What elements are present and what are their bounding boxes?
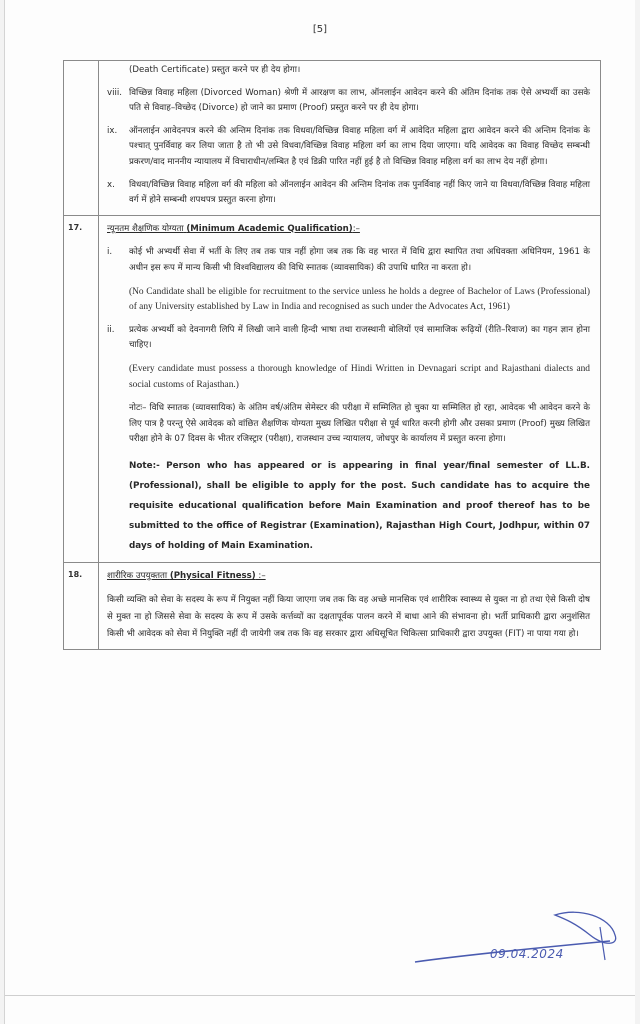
heading-hindi: न्यूनतम शैक्षणिक योग्यता: [107, 223, 184, 234]
item-label: i.: [107, 247, 113, 258]
list-item-ix: [107, 124, 590, 171]
item-text-english: (No Candidate shall be eligible for recruitment to the service unless he holds a degree of Bachelor of Laws (Professional) of any University established by Law in India and recognised as such under the Advocates Act, 1961): [129, 286, 590, 313]
item-text-hindi: प्रत्येक अभ्यर्थी को देवनागरी लिपि में लिखी जाने वाली हिन्दी भाषा तथा राजस्थानी बोलियों एवं सामाजिक रूढ़ियों (रीति–रिवाज) का गहन ज्ञान होना चाहिए।: [129, 324, 590, 351]
page-number: [5]: [312, 24, 328, 35]
row-number-empty: [64, 61, 99, 216]
list-item-viii: [107, 86, 590, 117]
section-text: किसी व्यक्ति को सेवा के सदस्य के रूप में नियुक्त नहीं किया जाएगा जब तक कि वह अच्छे मानसिक एवं शारीरिक स्वास्थ्य से युक्त ना हो तथा ऐसे किसी दोष से मुक्त ना हो जिससे सेवा के सदस्य के रूप में उसके कर्त्तव्यों का दक्षतापूर्वक पालन करने में बाधा आने की संभावना हो। भर्ती प्राधिकारी द्वारा अनुशंसित किसी भी आवेदक को सेवा में नियुक्ति नहीं दी जायेगी जब तक कि वह सरकार द्वारा अधिसूचित चिकित्सा प्राधिकारी द्वारा उपयुक्त (FIT) ना पाया गया हो।: [107, 595, 590, 640]
table-row-previous-section: [64, 61, 601, 216]
heading-english: (Physical Fitness): [169, 570, 256, 581]
section-number: 17.: [64, 215, 99, 562]
item-text-english: (Every candidate must possess a thorough knowledge of Hindi Written in Devnagari script and Rajasthani dialects and social customs of Rajasthan.): [129, 363, 590, 390]
signature-date: 09.04.2024: [490, 947, 564, 961]
section-18-content: [99, 562, 601, 650]
section-heading: [107, 569, 590, 585]
previous-section-content: [99, 61, 601, 216]
item-label: ix.: [107, 125, 118, 136]
item-label: ii.: [107, 324, 115, 335]
item-label: viii.: [107, 87, 122, 98]
heading-suffix: :–: [352, 223, 360, 234]
list-item-x: [107, 178, 590, 209]
item-text: विधवा/विच्छिन्न विवाह महिला वर्ग की महिला को ऑनलाईन आवेदन की अन्तिम दिनांक तक पुनर्विवाह नहीं किए जाने या विधवा/विच्छिन्न विवाह महिला वर्ग में होने सम्बन्धी शपथपत्र प्रस्तुत करना होगा।: [129, 179, 590, 206]
continuation-text: (Death Certificate) प्रस्तुत करने पर ही देय होगा।: [129, 65, 301, 75]
item-text-hindi: कोई भी अभ्यर्थी सेवा में भर्ती के लिए तब तक पात्र नहीं होगा जब तक कि वह भारत में विधि द्वारा स्थापित तथा अधिवक्ता अधिनियम, 1961 के अधीन इस रूप में मान्य किसी भी विश्वविद्यालय की विधि स्नातक (व्यावसायिक) की उपाधि धारित ना करता हो।: [129, 247, 590, 273]
heading-suffix: :–: [255, 570, 266, 581]
section-heading: [107, 222, 590, 238]
item-label: x.: [107, 179, 115, 190]
item-text: विच्छिन्न विवाह महिला (Divorced Woman) श्रेणी में आरक्षण का लाभ, ऑनलाईन आवेदन करने की अंतिम दिनांक तक ऐसे अभ्यर्थी का उसके पति से विवाह–विच्छेद (Divorce) हो जाने का प्रमाण (Proof) प्रस्तुत करने पर ही देय होगा।: [129, 87, 590, 114]
section-number: 18.: [64, 562, 99, 650]
note-english: Note:- Person who has appeared or is appearing in final year/final semester of LL.B. (Professional), shall be eligible to apply for the post. Such candidate has to acquire the requisite educational qualification before Main Examination and proof thereof has to be submitted to the office of Registrar (Examination), Rajasthan High Court, Jodhpur, within 07 days of holding of Main Examination.: [129, 460, 590, 551]
document-table: [63, 60, 601, 650]
list-item-i: [107, 245, 590, 276]
table-row-section-17: [64, 215, 601, 562]
document-page: [4, 0, 635, 1024]
section-17-content: [99, 215, 601, 562]
signature-icon: [405, 905, 625, 985]
heading-hindi: शारीरिक उपयुक्तता: [107, 570, 168, 581]
list-item-ii: [107, 323, 590, 354]
item-text: ऑनलाईन आवेदनपत्र करने की अन्तिम दिनांक तक विधवा/विच्छिन्न विवाह महिला वर्ग में आवेदित महिला द्वारा आवेदन करने की अन्तिम दिनांक के पश्चात् पुनर्विवाह कर लिया जाता है तो भी उसे विधवा/विच्छिन्न विवाह महिला वर्ग का लाभ दिया जाएगा। यदि आवेदक का विवाह विच्छेद सम्बन्धी प्रकरण/वाद माननीय न्यायालय में विचाराधीन/लम्बित है एवं डिक्री पारित नहीं हुई है तो विच्छिन्न विवाह महिला वर्ग का लाभ देय नहीं होगा।: [129, 125, 590, 167]
heading-english: (Minimum Academic Qualification): [186, 223, 353, 234]
page-bottom-divider: [5, 995, 635, 996]
table-row-section-18: [64, 562, 601, 650]
note-hindi: नोटः– विधि स्नातक (व्यावसायिक) के अंतिम वर्ष/अंतिम सेमेस्टर की परीक्षा में सम्मिलित हो चुका या सम्मिलित हो रहा, आवेदक भी आवेदन करने के लिए पात्र है परन्तु ऐसे आवेदक को वांछित शैक्षणिक योग्यता मुख्य लिखित परीक्षा से पूर्व धारित करनी होगी और उसका प्रमाण (Proof) मुख्य लिखित परीक्षा होने के 07 दिवस के भीतर रजिस्ट्रार (परीक्षा), राजस्थान उच्च न्यायालय, जोधपुर के कार्यालय में प्रस्तुत करना होगा।: [129, 403, 590, 445]
